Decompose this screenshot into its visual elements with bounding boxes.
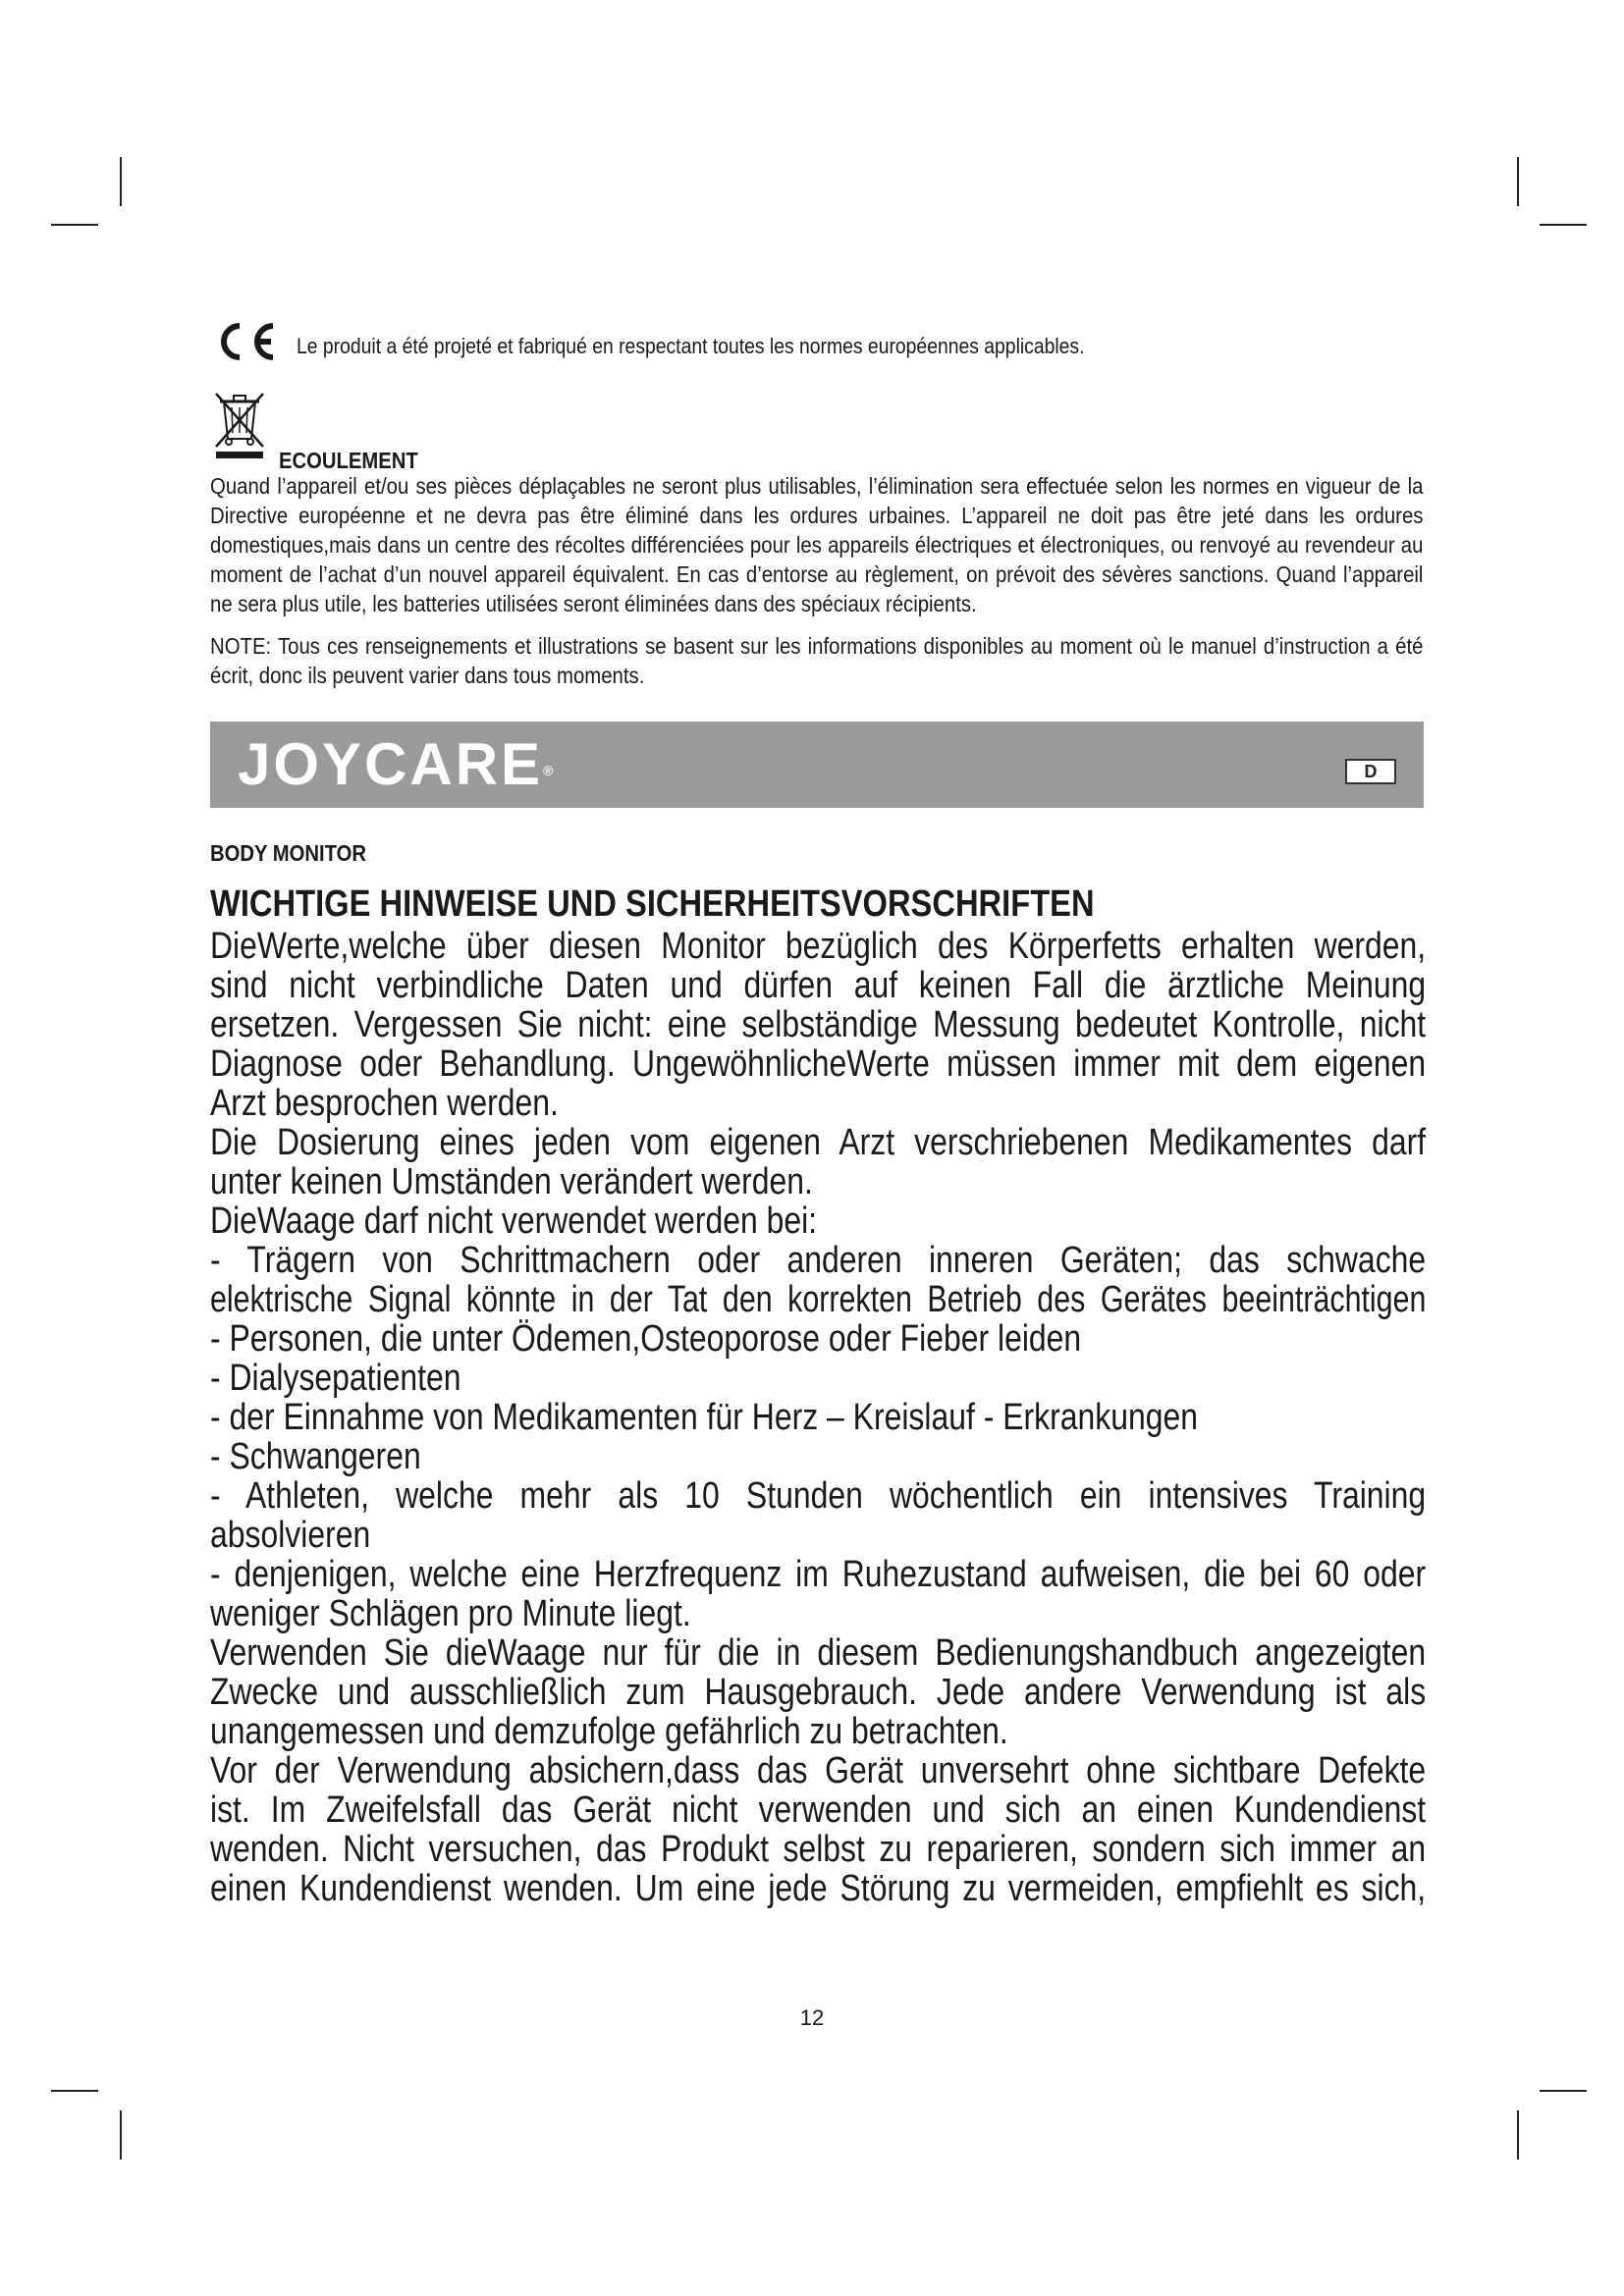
ce-notice-text: Le produit a été projeté et fabriqué en respectant toutes les normes européennes applicables. bbox=[297, 334, 1085, 358]
disposal-heading: ECOULEMENT bbox=[279, 448, 418, 473]
body-line: wenden. Nicht versuchen, das Produkt selbst zu reparieren, sondern sich immer an bbox=[210, 1829, 1427, 1870]
note-paragraph bbox=[210, 631, 1424, 690]
body-line: weniger Schlägen pro Minute liegt. bbox=[210, 1593, 691, 1634]
body-line: - Trägern von Schrittmachern oder anderen inneren Geräten; das schwache bbox=[210, 1240, 1427, 1281]
body-line: Vor der Verwendung absichern,dass das Gerät unversehrt ohne sichtbare Defekte bbox=[210, 1750, 1427, 1791]
page-number: 12 bbox=[799, 2005, 825, 2030]
crop-mark bbox=[51, 224, 98, 226]
body-line: DieWaage darf nicht verwendet werden bei: bbox=[210, 1201, 818, 1242]
body-line: absolvieren bbox=[210, 1515, 371, 1556]
body-line: elektrische Signal könnte in der Tat den korrekten Betrieb des Gerätes beeinträchtigen bbox=[210, 1279, 1427, 1320]
ce-notice-row bbox=[210, 316, 1428, 367]
body-line: - denjenigen, welche eine Herzfrequenz im Ruhezustand aufweisen, die bei 60 oder bbox=[210, 1554, 1427, 1595]
joycare-logo bbox=[238, 731, 553, 798]
weee-bin-icon bbox=[210, 388, 269, 458]
body-line: unter keinen Umständen verändert werden. bbox=[210, 1161, 813, 1202]
body-line: Diagnose oder Behandlung. UngewöhnlicheWerte müssen immer mit dem eigenen bbox=[210, 1043, 1427, 1085]
body-line: - Personen, die unter Ödemen,Osteoporose oder Fieber leiden bbox=[210, 1318, 1082, 1360]
safety-body bbox=[210, 927, 1426, 1908]
section-title: WICHTIGE HINWEISE UND SICHERHEITSVORSCHRIFTEN bbox=[210, 883, 1095, 925]
body-line: - Athleten, welche mehr als 10 Stunden wöchentlich ein intensives Training bbox=[210, 1475, 1427, 1517]
body-line: einen Kundendienst wenden. Um eine jede Störung zu vermeiden, empfiehlt es sich, bbox=[210, 1868, 1427, 1909]
body-line: DieWerte,welche über diesen Monitor bezüglich des Körperfetts erhalten werden, bbox=[210, 926, 1427, 967]
body-line: ist. Im Zweifelsfall das Gerät nicht verwenden und sich an einen Kundendienst bbox=[210, 1789, 1427, 1831]
body-line: ersetzen. Vergessen Sie nicht: eine selbständige Messung bedeutet Kontrolle, nicht bbox=[210, 1004, 1427, 1045]
crop-mark bbox=[1517, 157, 1519, 206]
crop-mark bbox=[1517, 2110, 1519, 2160]
disposal-text: Quand l’appareil et/ou ses pièces déplaçables ne seront plus utilisables, l’élimination sera effectuée selon les normes en vigueur de la Directive européenne et ne devra pas être éliminé dans les ordures urbaines. L’appareil ne doit pas être jeté dans les ordures domestiques,mais dans un centre des récoltes différenciées pour les appareils électriques et électroniques, ou renvoyé au revendeur au moment de l’achat d’un nouvel appareil équivalent. En cas d’entorse au règlement, on prévoit des sévères sanctions. Quand l’appareil ne sera plus utile, les batteries utilisées seront éliminées dans des spéciaux récipients. bbox=[210, 473, 1424, 616]
disposal-paragraph bbox=[210, 471, 1424, 618]
logo-text: JOYCARE bbox=[238, 731, 544, 797]
body-line: unangemessen und demzufolge gefährlich zu betrachten. bbox=[210, 1711, 1008, 1752]
body-line: - der Einnahme von Medikamenten für Herz – Kreislauf - Erkrankungen bbox=[210, 1397, 1198, 1438]
body-line: Arzt besprochen werden. bbox=[210, 1083, 559, 1124]
product-name: BODY MONITOR bbox=[210, 840, 366, 866]
body-line: - Dialysepatienten bbox=[210, 1358, 461, 1399]
language-badge: D bbox=[1345, 759, 1396, 784]
note-text: NOTE: Tous ces renseignements et illustrations se basent sur les informations disponibles au moment où le manuel d’instruction a été écrit, donc ils peuvent varier dans tous moments. bbox=[210, 633, 1424, 688]
body-line: sind nicht verbindliche Daten und dürfen auf keinen Fall die ärztliche Meinung bbox=[210, 965, 1427, 1006]
crop-mark bbox=[51, 2090, 98, 2092]
ce-mark-icon bbox=[210, 320, 281, 363]
body-line: - Schwangeren bbox=[210, 1436, 421, 1477]
body-line: Die Dosierung eines jeden vom eigenen Arzt verschriebenen Medikamentes darf bbox=[210, 1122, 1427, 1163]
crop-mark bbox=[120, 2110, 122, 2160]
brand-banner bbox=[210, 721, 1424, 808]
crop-mark bbox=[120, 157, 122, 206]
crop-mark bbox=[1540, 2090, 1587, 2092]
registered-mark: ® bbox=[543, 763, 554, 778]
crop-mark bbox=[1540, 224, 1587, 226]
body-line: Zwecke und ausschließlich zum Hausgebrauch. Jede andere Verwendung ist als bbox=[210, 1672, 1427, 1713]
body-line: Verwenden Sie dieWaage nur für die in diesem Bedienungshandbuch angezeigten bbox=[210, 1632, 1427, 1674]
